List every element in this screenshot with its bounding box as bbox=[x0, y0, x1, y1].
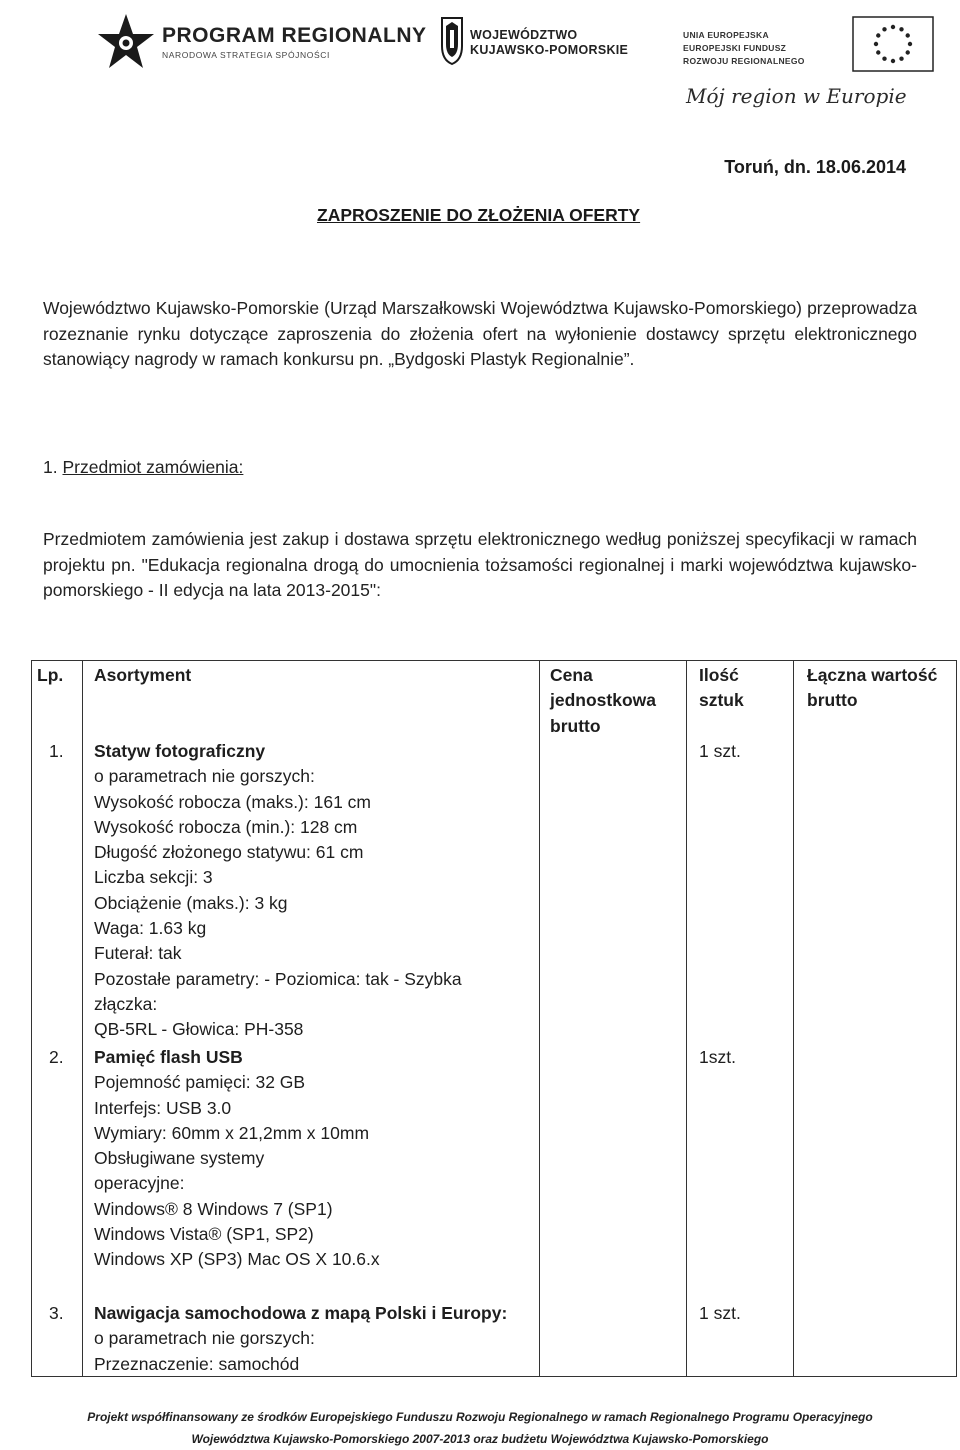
row-1-qty: 1 szt. bbox=[699, 741, 741, 761]
section-1-title: Przedmiot zamówienia: bbox=[62, 457, 244, 477]
eu-star-icon bbox=[876, 50, 880, 54]
header-qty-l2: sztuk bbox=[699, 690, 744, 711]
footer-line-1: Projekt współfinansowany ze środków Europejskiego Funduszu Rozwoju Regionalnego w ramach Regionalnego Programu Operacyjnego bbox=[87, 1410, 873, 1424]
coat-of-arms-icon bbox=[440, 16, 464, 66]
row-3-item bbox=[94, 1301, 534, 1377]
row-2-spec: Pojemność pamięci: 32 GB bbox=[94, 1072, 306, 1093]
row-2-spec: Windows XP (SP3) Mac OS X 10.6.x bbox=[94, 1249, 380, 1270]
header-price bbox=[550, 663, 680, 739]
row-2-spec: Windows® 8 Windows 7 (SP1) bbox=[94, 1198, 333, 1219]
section-1-number: 1. bbox=[43, 457, 58, 477]
row-1-spec: Liczba sekcji: 3 bbox=[94, 867, 213, 888]
eu-star-icon bbox=[882, 27, 886, 31]
program-regionalny-name: PROGRAM REGIONALNY bbox=[162, 24, 427, 47]
row-2-spec: Obsługiwane systemy bbox=[94, 1148, 265, 1169]
program-regionalny-logo bbox=[96, 10, 427, 80]
row-3-qty: 1 szt. bbox=[699, 1303, 741, 1323]
eu-star-icon bbox=[906, 50, 910, 54]
row-2-name: Pamięć flash USB bbox=[94, 1047, 243, 1067]
document-date: Toruń, dn. 18.06.2014 bbox=[724, 157, 906, 177]
eu-star-icon bbox=[891, 25, 895, 29]
section-1-heading bbox=[43, 457, 243, 478]
row-2-spec: Interfejs: USB 3.0 bbox=[94, 1097, 232, 1118]
row-2-qty: 1szt. bbox=[699, 1047, 736, 1067]
row-3-spec: o parametrach nie gorszych: bbox=[94, 1328, 315, 1349]
eu-star-icon bbox=[874, 42, 878, 46]
eu-star-icon bbox=[876, 33, 880, 37]
header-lp: Lp. bbox=[37, 665, 64, 685]
row-1-item bbox=[94, 739, 534, 1043]
row-1-name: Statyw fotograficzny bbox=[94, 741, 266, 761]
row-2-spec: Wymiary: 60mm x 21,2mm x 10mm bbox=[94, 1122, 370, 1143]
row-2-spec: Windows Vista® (SP1, SP2) bbox=[94, 1224, 314, 1245]
header-qty bbox=[699, 663, 744, 714]
eu-star-icon bbox=[891, 59, 895, 63]
eu-slogan: Mój region w Europie bbox=[686, 84, 907, 108]
specification-table bbox=[31, 660, 957, 1377]
row-3-lp: 3. bbox=[49, 1303, 64, 1323]
eu-star-icon bbox=[882, 57, 886, 61]
row-3-spec: Przeznaczenie: samochód bbox=[94, 1353, 300, 1374]
header-price-l1: Cena bbox=[550, 665, 593, 685]
row-1-spec: QB-5RL - Głowica: PH-358 bbox=[94, 1019, 304, 1040]
row-1-spec: złączka: bbox=[94, 993, 158, 1014]
program-regionalny-subtitle: NARODOWA STRATEGIA SPÓJNOŚCI bbox=[162, 50, 330, 60]
row-2-item bbox=[94, 1045, 534, 1273]
header-total-l1: Łączna wartość bbox=[807, 665, 938, 685]
section-1-paragraph: Przedmiotem zamówienia jest zakup i dostawa sprzętu elektronicznego według poniższej specyfikacji w ramach projektu pn. "Edukacja regionalna drogą do umocnienia tożsamości regionalnej i marki województwa kujawsko-pomorskiego - II edycja na lata 2013-2015": bbox=[43, 529, 917, 600]
eu-star-icon bbox=[899, 27, 903, 31]
eu-line3: ROZWOJU REGIONALNEGO bbox=[683, 56, 805, 66]
wojewodztwo-line1: WOJEWÓDZTWO bbox=[470, 28, 578, 42]
footer bbox=[0, 1406, 960, 1450]
eu-line2: EUROPEJSKI FUNDUSZ bbox=[683, 43, 787, 53]
header-total-l2: brutto bbox=[807, 690, 858, 711]
row-1-spec: Obciążenie (maks.): 3 kg bbox=[94, 892, 288, 913]
footer-line-2: Województwa Kujawsko-Pomorskiego 2007-2013 oraz budżetu Województwa Kujawsko-Pomorskiego bbox=[191, 1432, 769, 1446]
row-3-name: Nawigacja samochodowa z mapą Polski i Europy: bbox=[94, 1303, 508, 1323]
eu-flag-icon bbox=[852, 16, 934, 72]
eu-line1: UNIA EUROPEJSKA bbox=[683, 30, 769, 40]
row-1-lp: 1. bbox=[49, 741, 64, 761]
wojewodztwo-logo bbox=[440, 12, 640, 72]
header-price-l2: jednostkowa bbox=[550, 690, 656, 711]
eu-star-icon bbox=[906, 33, 910, 37]
col-divider-lp bbox=[82, 661, 83, 1376]
col-divider-item bbox=[539, 661, 540, 1376]
row-2-lp: 2. bbox=[49, 1047, 64, 1067]
row-1-spec: Wysokość robocza (min.): 128 cm bbox=[94, 816, 358, 837]
row-1-spec: Długość złożonego statywu: 61 cm bbox=[94, 842, 364, 863]
intro-paragraph: Województwo Kujawsko-Pomorskie (Urząd Marszałkowski Województwa Kujawsko-Pomorskiego) przeprowadza rozeznanie rynku dotyczące zaproszenia do złożenia ofert na wyłonienie dostawcy sprzętu elektronicznego stanowiący nagrody w ramach konkursu pn. „Bydgoski Plastyk Regionalnie”. bbox=[43, 298, 917, 369]
header-qty-l1: Ilość bbox=[699, 665, 739, 685]
row-2-spec: operacyjne: bbox=[94, 1173, 185, 1194]
row-1-spec: Wysokość robocza (maks.): 161 cm bbox=[94, 791, 372, 812]
row-1-spec: o parametrach nie gorszych: bbox=[94, 766, 315, 787]
wojewodztwo-line2: KUJAWSKO-POMORSKIE bbox=[470, 43, 629, 57]
row-1-spec: Futerał: tak bbox=[94, 943, 182, 964]
document-title: ZAPROSZENIE DO ZŁOŻENIA OFERTY bbox=[317, 205, 641, 225]
row-1-spec: Waga: 1.63 kg bbox=[94, 918, 207, 939]
star-emblem-icon bbox=[96, 12, 156, 76]
eu-star-icon bbox=[908, 42, 912, 46]
col-divider-price bbox=[686, 661, 687, 1376]
row-1-spec: Pozostałe parametry: - Poziomica: tak - Szybka bbox=[94, 968, 462, 989]
header-price-l3: brutto bbox=[550, 715, 601, 736]
eu-logo bbox=[680, 14, 940, 119]
header-item: Asortyment bbox=[94, 665, 192, 685]
col-divider-qty bbox=[793, 661, 794, 1376]
eu-star-icon bbox=[899, 57, 903, 61]
header-total bbox=[807, 663, 937, 714]
